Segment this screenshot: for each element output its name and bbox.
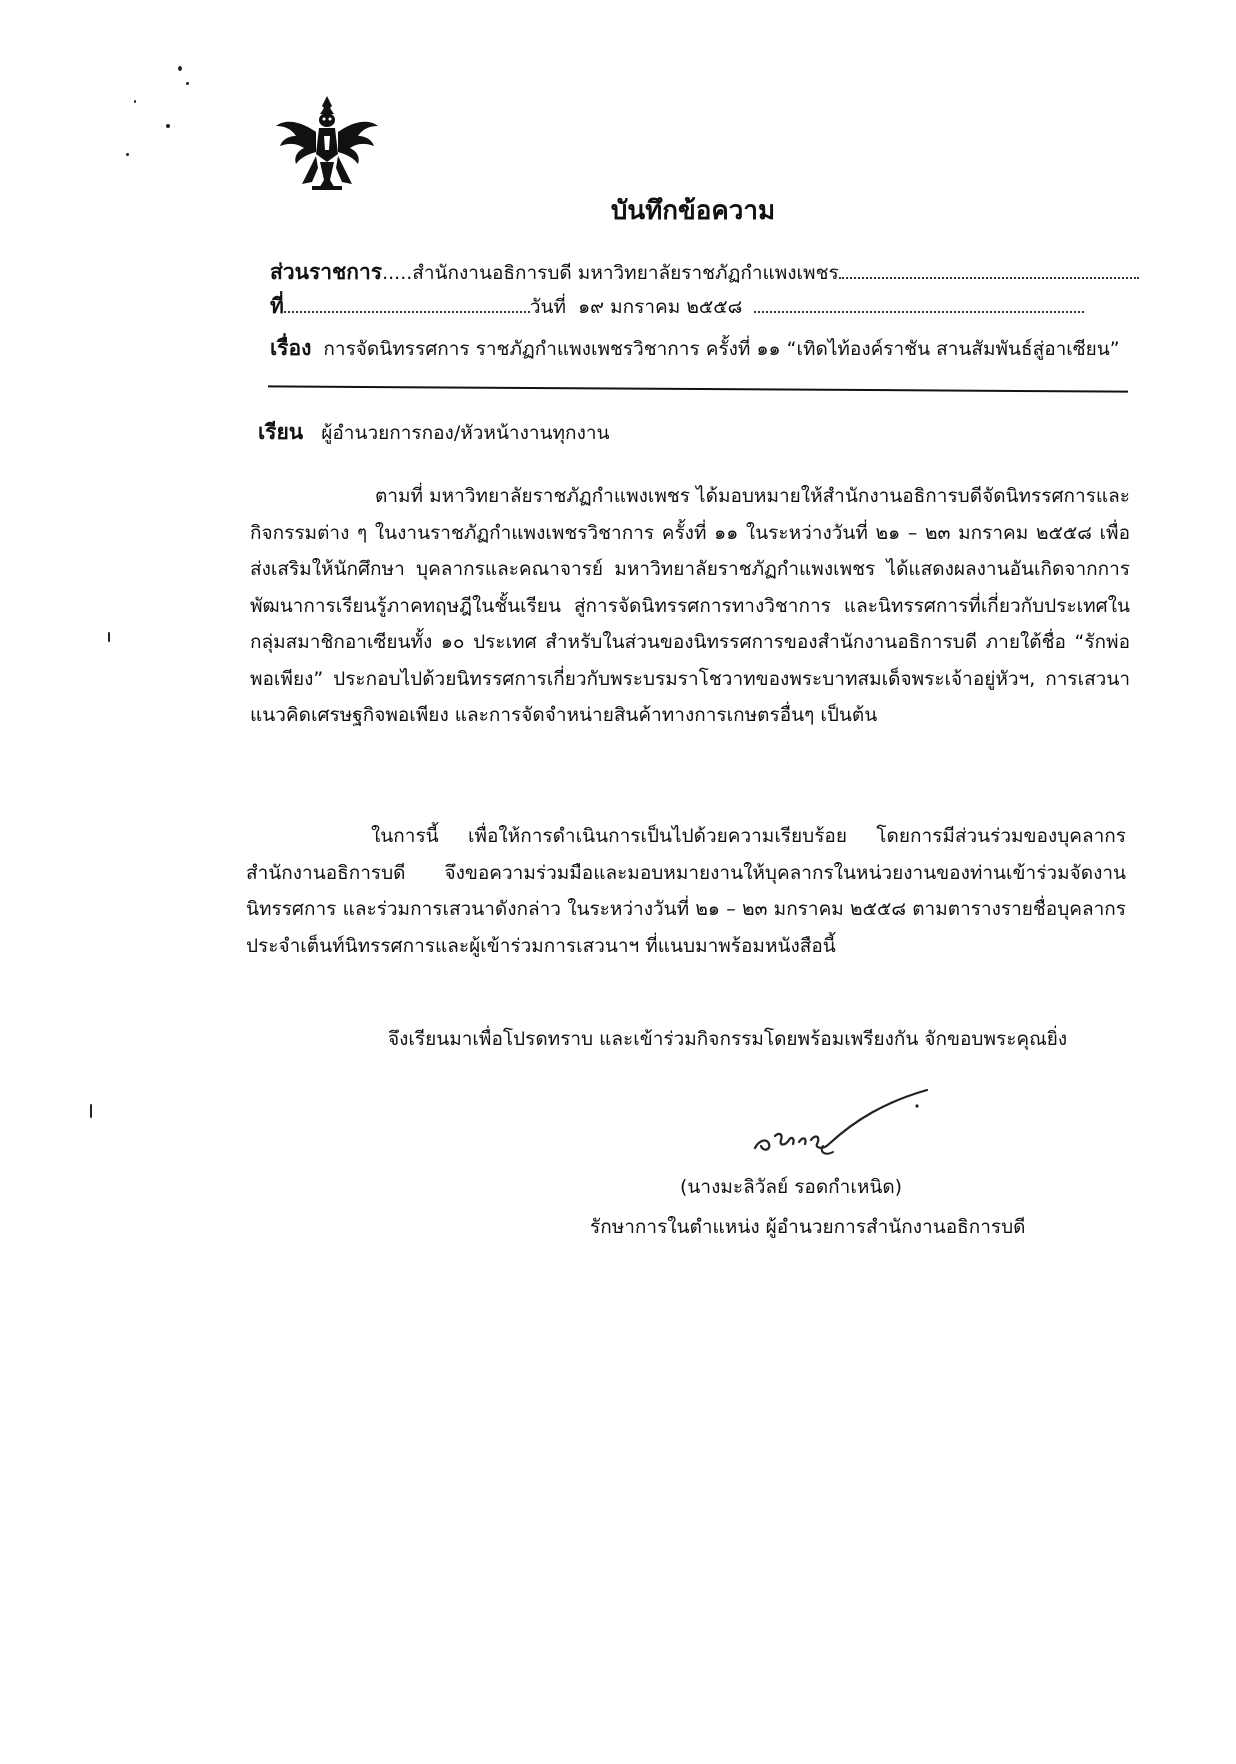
date-dotted-fill — [754, 310, 1084, 313]
date-value: ๑๙ มกราคม ๒๕๕๘ — [578, 296, 743, 318]
subject-line — [270, 332, 1120, 365]
subject-label: เรื่อง — [270, 336, 312, 360]
document-title: บันทึกข้อความ — [610, 196, 776, 226]
signatory-position: รักษาการในตำแหน่ง ผู้อำนวยการสำนักงานอธิการบดี — [590, 1216, 1026, 1238]
scan-speck — [186, 82, 189, 85]
signatory-name: (นางมะลิวัลย์ รอดกำเหนิด) — [680, 1176, 903, 1198]
ref-dotted-fill — [284, 310, 530, 313]
garuda-emblem-icon — [272, 92, 382, 192]
agency-line — [270, 256, 1139, 289]
scan-speck — [108, 632, 110, 642]
addressee-value: ผู้อำนวยการกอง/หัวหน้างานทุกงาน — [321, 422, 610, 444]
subject-value: การจัดนิทรรศการ ราชภัฏกำแพงเพชรวิชาการ ครั้งที่ ๑๑ “เทิดไท้องค์ราชัน สานสัมพันธ์สู่อาเซียน” — [323, 338, 1120, 360]
scan-speck — [126, 153, 129, 156]
body-paragraph-2 — [246, 818, 1126, 964]
scan-speck — [166, 124, 170, 128]
handwritten-signature — [745, 1080, 930, 1160]
closing-line: จึงเรียนมาเพื่อโปรดทราบ และเข้าร่วมกิจกรรมโดยพร้อมเพรียงกัน จักขอบพระคุณยิ่ง — [388, 1028, 1068, 1050]
paragraph-1-text: ตามที่ มหาวิทยาลัยราชภัฏกำแพงเพชร ได้มอบหมายให้สำนักงานอธิการบดีจัดนิทรรศการและกิจกรรมต่าง ๆ ในงานราชภัฏกำแพงเพชรวิชาการ ครั้งที่ ๑๑ ในระหว่างวันที่ ๒๑ – ๒๓ มกราคม ๒๕๕๘ เพื่อส่งเสริมให้นักศึกษา บุคลากรและคณาจารย์ มหาวิทยาลัยราชภัฏกำแพงเพชร ได้แสดงผลงานอันเกิดจากการพัฒนาการเรียนรู้ภาคทฤษฎีในชั้นเรียน สู่การจัดนิทรรศการทางวิชาการ และนิทรรศการที่เกี่ยวกับประเทศในกลุ่มสมาชิกอาเซียนทั้ง ๑๐ ประเทศ สำหรับในส่วนของนิทรรศการของสำนักงานอธิการบดี ภายใต้ชื่อ “รักพ่อ พอเพียง” ประกอบไปด้วยนิทรรศการเกี่ยวกับพระบรมราโชวาทของพระบาทสมเด็จพระเจ้าอยู่หัวฯ, การเสวนาแนวคิดเศรษฐกิจพอเพียง และการจัดจำหน่ายสินค้าทางการเกษตรอื่นๆ เป็นต้น — [250, 485, 1130, 726]
paragraph-2-text: ในการนี้ เพื่อให้การดำเนินการเป็นไปด้วยความเรียบร้อย โดยการมีส่วนร่วมของบุคลากรสำนักงานอธิการบดี จึงขอความร่วมมือและมอบหมายงานให้บุคลากรในหน่วยงานของท่านเข้าร่วมจัดงานนิทรรศการ และร่วมการเสวนาดังกล่าว ในระหว่างวันที่ ๒๑ – ๒๓ มกราคม ๒๕๕๘ ตามตารางรายชื่อบุคลากรประจำเต็นท์นิทรรศการและผู้เข้าร่วมการเสวนาฯ ที่แนบมาพร้อมหนังสือนี้ — [246, 825, 1126, 957]
addressee-line — [258, 416, 610, 449]
agency-value: .....สำนักงานอธิการบดี มหาวิทยาลัยราชภัฏกำแพงเพชร — [382, 262, 839, 284]
ref-date-line — [270, 290, 1084, 323]
date-label: วันที่ — [529, 296, 567, 318]
ref-label: ที่ — [270, 294, 284, 318]
agency-dotted-fill — [839, 276, 1139, 279]
agency-label: ส่วนราชการ — [270, 260, 383, 284]
scan-speck — [134, 100, 136, 103]
scan-speck — [178, 66, 182, 71]
scan-speck — [90, 1104, 92, 1118]
body-paragraph-1 — [250, 478, 1130, 734]
addressee-label: เรียน — [258, 420, 304, 444]
header-divider — [268, 385, 1128, 392]
